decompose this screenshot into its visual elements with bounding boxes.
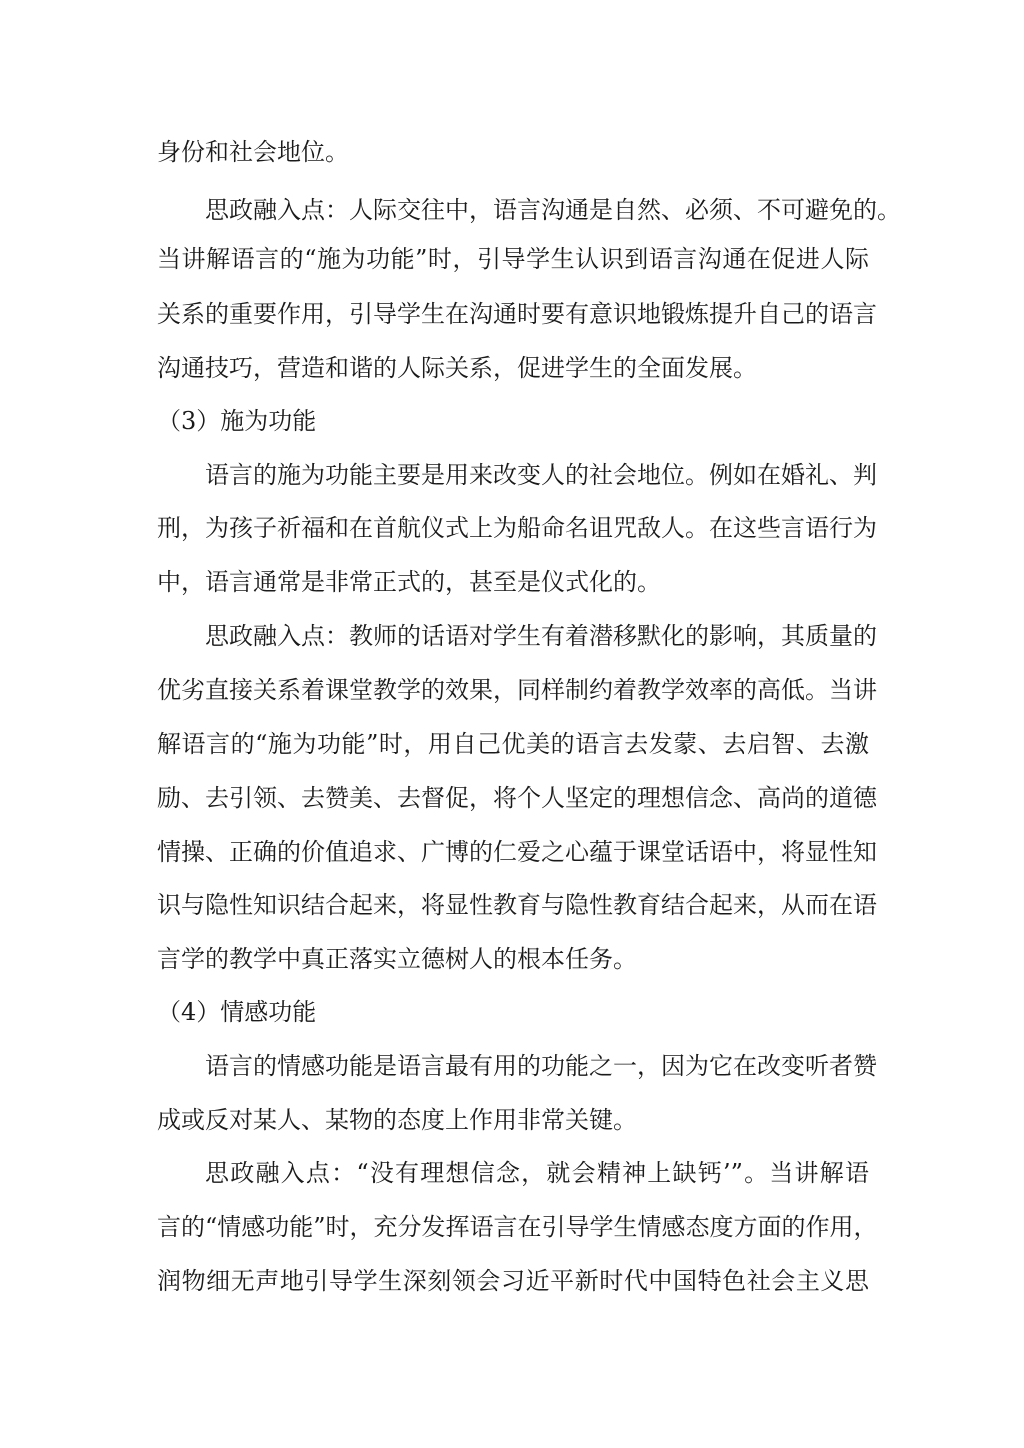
text-line: 刑，为孩子祈福和在首航仪式上为船命名诅咒敌人。在这些言语行为 [157, 514, 877, 542]
text-line: 关系的重要作用，引导学生在沟通时要有意识地锻炼提升自己的语言 [157, 300, 877, 328]
section-heading: （3）施为功能 [157, 407, 317, 435]
text-line: 中，语言通常是非常正式的，甚至是仪式化的。 [157, 568, 661, 596]
text-line: 思政融入点：人际交往中，语言沟通是自然、必须、不可避免的。 [205, 196, 901, 224]
text-line: 思政融入点：教师的话语对学生有着潜移默化的影响，其质量的 [205, 622, 877, 650]
text-line: 润物细无声地引导学生深刻领会习近平新时代中国特色社会主义思 [157, 1267, 869, 1295]
text-line: 言学的教学中真正落实立德树人的根本任务。 [157, 945, 637, 973]
text-line: 当讲解语言的“施为功能”时，引导学生认识到语言沟通在促进人际 [157, 245, 869, 273]
text-line: 识与隐性知识结合起来，将显性教育与隐性教育结合起来，从而在语 [157, 891, 877, 919]
text-line: 思政融入点：“没有理想信念，就会精神上缺钙’”。当讲解语 [205, 1159, 869, 1187]
text-line: 成或反对某人、某物的态度上作用非常关键。 [157, 1106, 637, 1134]
text-line: 解语言的“施为功能”时，用自己优美的语言去发蒙、去启智、去激 [157, 730, 869, 758]
text-line: 语言的情感功能是语言最有用的功能之一，因为它在改变听者赞 [205, 1052, 877, 1080]
text-line: 励、去引领、去赞美、去督促，将个人坚定的理想信念、高尚的道德 [157, 784, 877, 812]
text-line: 身份和社会地位。 [157, 138, 349, 166]
text-line: 言的“情感功能”时，充分发挥语言在引导学生情感态度方面的作用， [157, 1213, 878, 1241]
text-line: 沟通技巧，营造和谐的人际关系，促进学生的全面发展。 [157, 354, 757, 382]
text-line: 语言的施为功能主要是用来改变人的社会地位。例如在婚礼、判 [205, 461, 877, 489]
section-heading: （4）情感功能 [157, 998, 317, 1026]
text-line: 情操、正确的价值追求、广博的仁爱之心蕴于课堂话语中，将显性知 [157, 838, 877, 866]
text-line: 优劣直接关系着课堂教学的效果，同样制约着教学效率的高低。当讲 [157, 676, 877, 704]
